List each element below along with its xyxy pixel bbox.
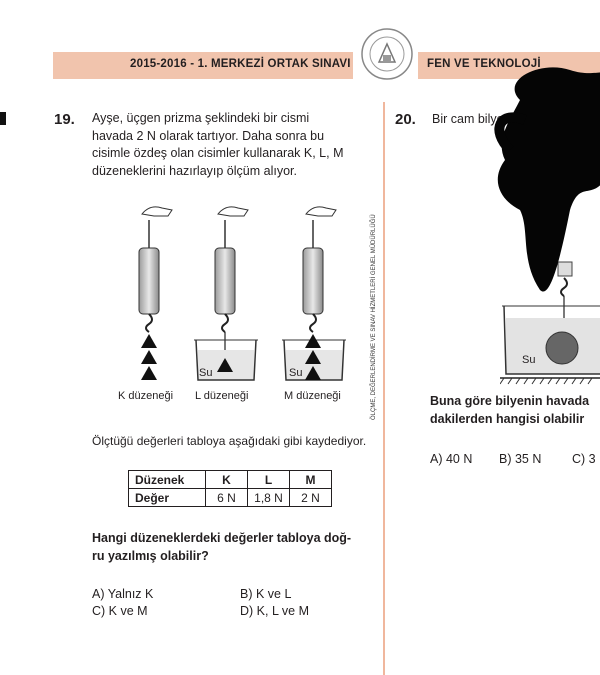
table-row	[129, 489, 332, 507]
question-20-prompt	[430, 393, 600, 428]
question-19-text	[92, 110, 382, 180]
subject-title: FEN VE TEKNOLOJİ	[427, 58, 541, 70]
prompt-line: dakilerden hangisi olabilir	[430, 411, 585, 426]
table-cell: Değer	[129, 489, 206, 507]
option-a[interactable]: A) Yalnız K	[92, 587, 154, 601]
q20-option-b[interactable]: B) 35 N	[499, 452, 542, 466]
option-c[interactable]: C) K ve M	[92, 604, 148, 618]
table-cell: 1,8 N	[248, 489, 290, 507]
table-intro: Ölçtüğü değerleri tabloya aşağıdaki gibi kaydediyor.	[92, 434, 367, 448]
table-cell: L	[248, 471, 290, 489]
table-header-row	[129, 471, 332, 489]
dynamometer-m	[282, 207, 346, 380]
table-cell: 6 N	[206, 489, 248, 507]
exam-title: 2015-2016 - 1. MERKEZİ ORTAK SINAVI	[130, 58, 351, 70]
option-b[interactable]: B) K ve L	[240, 587, 292, 601]
question-19-number: 19.	[54, 111, 75, 128]
vertical-footer-text: ÖLÇME, DEĞERLENDİRME VE SINAV HİZMETLERİ GENEL MÜDÜRLÜĞÜ	[371, 214, 377, 420]
question-19-line: cisimle özdeş olan cisimler kullanarak K, L, M	[92, 146, 344, 160]
prompt-line: Hangi düzeneklerdeki değerler tabloya doğ-	[92, 531, 352, 545]
prompt-line: Buna göre bilyenin havada	[430, 394, 590, 408]
water-label-l: Su	[199, 367, 213, 379]
setups-illustration	[110, 200, 370, 390]
q20-option-c[interactable]: C) 3	[572, 452, 596, 466]
table-cell: 2 N	[290, 489, 332, 507]
dynamometer-k	[139, 207, 172, 380]
setup-label-l: L düzeneği	[195, 390, 249, 402]
table-cell: Düzenek	[129, 471, 206, 489]
question-19-prompt	[92, 530, 382, 565]
water-label-m: Su	[289, 367, 303, 379]
column-divider	[383, 102, 385, 675]
question-19-line: düzeneklerini hazırlayıp ölçüm alıyor.	[92, 163, 297, 178]
table-cell: K	[206, 471, 248, 489]
prompt-line: ru yazılmış olabilir?	[92, 548, 209, 563]
question-19-line: Ayşe, üçgen prizma şeklindeki bir cismi	[92, 111, 310, 125]
question-20-number: 20.	[395, 111, 416, 128]
water-label-q20: Su	[522, 354, 536, 366]
values-table	[128, 470, 332, 507]
dynamometer-l	[194, 207, 258, 380]
setup-label-m: M düzeneği	[284, 390, 341, 402]
question-19-line: havada 2 N olarak tartıyor. Daha sonra bu	[92, 128, 325, 143]
q20-option-a[interactable]: A) 40 N	[430, 452, 473, 466]
question-20-text: Bir cam bilye,	[432, 112, 508, 126]
meb-logo-icon	[358, 24, 416, 86]
option-d[interactable]: D) K, L ve M	[240, 604, 309, 618]
margin-marker	[0, 112, 6, 125]
table-cell: M	[290, 471, 332, 489]
setup-label-k: K düzeneği	[118, 390, 174, 402]
redaction-scribble	[480, 60, 600, 300]
